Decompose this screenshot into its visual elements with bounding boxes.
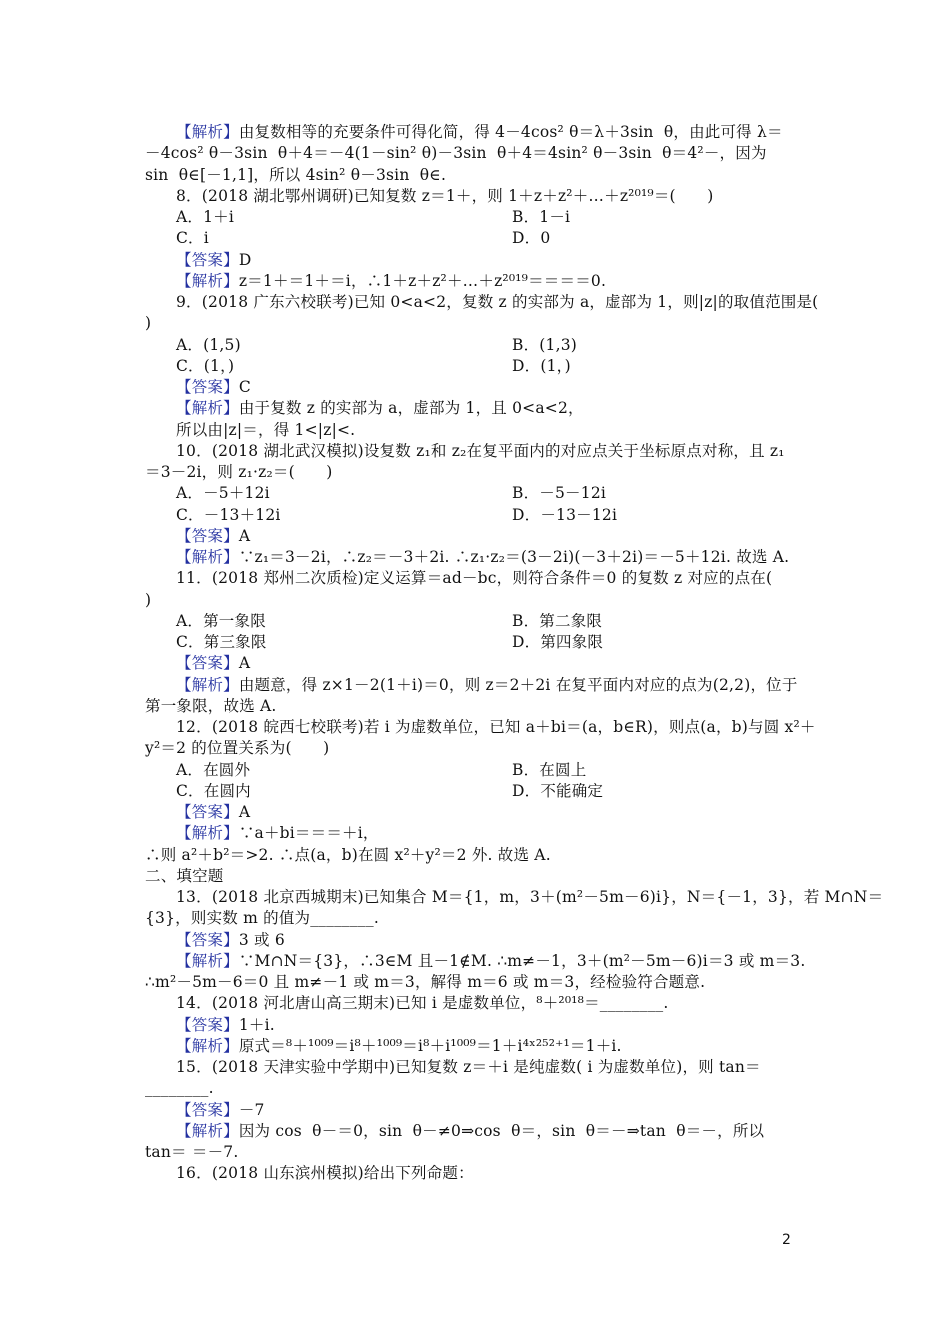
question-line: 15．(2018 天津实验中学期中)已知复数 z＝＋i 是纯虚数( i 为虚数单位)，则 tan＝ [176,1058,761,1076]
bracket-left: 【 [176,1016,192,1034]
label-tag: 答案 [191,803,224,821]
line-text: D [238,251,252,269]
analysis-line [176,675,806,696]
analysis-line [176,1121,806,1142]
label-tag: 解析 [191,123,224,141]
analysis-line [176,122,806,143]
option-right: D．(1，) [512,357,571,375]
bracket-left: 【 [176,548,192,566]
text-line: ________. [145,1079,214,1097]
label-tag: 答案 [191,527,224,545]
option-right: B．在圆上 [512,761,587,779]
bracket-left: 【 [176,251,192,269]
analysis-line [176,1036,806,1057]
bracket-right: 】 [223,952,239,970]
text-line: ) [145,591,152,609]
text-line: tan＝ ＝－7. [145,1143,239,1161]
line-text: 由于复数 z 的实部为 a，虚部为 1，且 0<a<2， [238,399,584,417]
analysis-line [176,823,806,844]
bracket-right: 】 [223,1037,239,1055]
bracket-right: 】 [223,931,239,949]
question-line: 11．(2018 郑州二次质检)定义运算＝ad－bc，则符合条件＝0 的复数 z 对应的点在( [176,569,773,587]
analysis-line [176,951,806,972]
option-right: B．第二象限 [512,612,603,630]
text-line: sin θ∈[－1,1]，所以 4sin² θ－3sin θ∈. [145,166,447,184]
label-tag: 答案 [191,1101,224,1119]
line-text: z＝1＋＝1＋＝i，∴1＋z＋z²＋…＋z²⁰¹⁹＝＝＝＝0. [238,272,607,290]
bracket-left: 【 [176,676,192,694]
line-text: ∵M∩N＝{3}，∴3∈M 且－1∉M. ∴m≠－1，3＋(m²－5m－6)i＝3 或 m＝3. [238,952,806,970]
option-right: D．0 [512,229,551,247]
analysis-line [176,271,806,292]
label-tag: 解析 [191,399,224,417]
bracket-left: 【 [176,1122,192,1140]
bracket-right: 】 [223,548,239,566]
option-left: A．第一象限 [176,612,266,630]
option-left: A．－5＋12i [176,484,270,502]
bracket-left: 【 [176,272,192,290]
page-number: 2 [782,1232,791,1248]
bracket-right: 】 [223,654,239,672]
option-right: D．第四象限 [512,633,604,651]
analysis-line [176,398,806,419]
label-tag: 答案 [191,1016,224,1034]
line-text: 因为 cos θ－＝0，sin θ－≠0⇒cos θ＝，sin θ＝－⇒tan θ＝－，所以 [238,1122,765,1140]
label-tag: 解析 [191,824,224,842]
line-text: A [238,527,251,545]
line-text: A [238,803,251,821]
indented-line: 所以由|z|＝，得 1<|z|<. [176,421,356,439]
label-tag: 答案 [191,931,224,949]
line-text: 原式＝⁸＋¹⁰⁰⁹＝i⁸＋¹⁰⁰⁹＝i⁸＋i¹⁰⁰⁹＝1＋i⁴ˣ²⁵²⁺¹＝1＋i. [238,1037,622,1055]
answer-line [176,526,806,547]
bracket-right: 】 [223,378,239,396]
option-left: A．(1,5) [176,336,241,354]
question-line: 9．(2018 广东六校联考)已知 0<a<2，复数 z 的实部为 a，虚部为 1，则|z|的取值范围是( [176,293,819,311]
bracket-left: 【 [176,527,192,545]
bracket-left: 【 [176,1101,192,1119]
bracket-left: 【 [176,378,192,396]
bracket-left: 【 [176,1037,192,1055]
bracket-left: 【 [176,654,192,672]
bracket-right: 】 [223,123,239,141]
question-line: 12．(2018 皖西七校联考)若 i 为虚数单位，已知 a＋bi＝(a，b∈R)，则点(a，b)与圆 x²＋ [176,718,816,736]
option-left: C．i [176,229,209,247]
line-text: 由复数相等的充要条件可得化简，得 4－4cos² θ＝λ＋3sin θ，由此可得 λ＝ [238,123,783,141]
label-tag: 答案 [191,654,224,672]
text-line: ∴m²－5m－6＝0 且 m≠－1 或 m＝3，解得 m＝6 或 m＝3，经检验符合题意. [145,973,706,991]
question-line: 10．(2018 湖北武汉模拟)设复数 z₁和 z₂在复平面内的对应点关于坐标原点对称，且 z₁ [176,442,785,460]
label-tag: 解析 [191,548,224,566]
bracket-right: 】 [223,676,239,694]
option-right: D．不能确定 [512,782,604,800]
answer-line [176,250,806,271]
option-right: D．－13－12i [512,506,618,524]
bracket-left: 【 [176,931,192,949]
answer-line [176,930,806,951]
bracket-right: 】 [223,803,239,821]
option-left: A．在圆外 [176,761,251,779]
text-line: ＝3－2i，则 z₁·z₂＝( ) [145,463,333,481]
line-text: －7 [238,1101,265,1119]
answer-line [176,653,806,674]
option-right: B．(1,3) [512,336,578,354]
line-text: 由题意，得 z×1－2(1＋i)＝0，则 z＝2＋2i 在复平面内对应的点为(2,2)，位于 [238,676,798,694]
text-line: {3}，则实数 m 的值为________. [145,909,379,927]
label-tag: 解析 [191,676,224,694]
question-line: 8．(2018 湖北鄂州调研)已知复数 z＝1＋，则 1＋z＋z²＋…＋z²⁰¹⁹＝( ) [176,187,714,205]
question-line: 13．(2018 北京西城期末)已知集合 M＝{1，m，3＋(m²－5m－6)i}，N＝{－1，3}，若 M∩N＝ [176,888,884,906]
answer-line [176,1015,806,1036]
bracket-right: 】 [223,1122,239,1140]
answer-line [176,1100,806,1121]
bracket-left: 【 [176,952,192,970]
text-line: ∴则 a²＋b²＝>2. ∴点(a，b)在圆 x²＋y²＝2 外. 故选 A. [145,846,551,864]
bracket-right: 】 [223,399,239,417]
line-text: A [238,654,251,672]
option-left: C．(1，) [176,357,235,375]
analysis-line [176,547,806,568]
line-text: C [238,378,251,396]
option-right: B．1－i [512,208,571,226]
label-tag: 解析 [191,1037,224,1055]
bracket-right: 】 [223,272,239,290]
text-line: ) [145,314,152,332]
answer-line [176,377,806,398]
label-tag: 解析 [191,1122,224,1140]
label-tag: 解析 [191,272,224,290]
line-text: 1＋i. [238,1016,275,1034]
bracket-right: 】 [223,824,239,842]
answer-line [176,802,806,823]
bracket-right: 】 [223,251,239,269]
bracket-right: 】 [223,1101,239,1119]
option-left: C．第三象限 [176,633,267,651]
bracket-right: 】 [223,527,239,545]
text-line: 第一象限，故选 A. [145,697,277,715]
text-line: 二、填空题 [145,867,224,885]
question-line: 14．(2018 河北唐山高三期末)已知 i 是虚数单位，⁸＋²⁰¹⁸＝________. [176,994,669,1012]
bracket-left: 【 [176,123,192,141]
option-left: C．－13＋12i [176,506,281,524]
question-line: 16．(2018 山东滨州模拟)给出下列命题： [176,1164,474,1182]
label-tag: 答案 [191,378,224,396]
option-left: A．1＋i [176,208,235,226]
line-text: ∵a＋bi＝＝＝＋i， [238,824,379,842]
bracket-left: 【 [176,803,192,821]
label-tag: 答案 [191,251,224,269]
line-text: 3 或 6 [238,931,285,949]
option-left: C．在圆内 [176,782,251,800]
text-line: －4cos² θ－3sin θ＋4＝－4(1－sin² θ)－3sin θ＋4＝4sin² θ－3sin θ＝4²－，因为 [145,144,767,162]
bracket-left: 【 [176,824,192,842]
label-tag: 解析 [191,952,224,970]
text-line: y²＝2 的位置关系为( ) [145,739,330,757]
line-text: ∵z₁＝3－2i，∴z₂＝－3＋2i. ∴z₁·z₂＝(3－2i)(－3＋2i)＝－5＋12i. 故选 A. [238,548,790,566]
option-right: B．－5－12i [512,484,607,502]
bracket-left: 【 [176,399,192,417]
bracket-right: 】 [223,1016,239,1034]
